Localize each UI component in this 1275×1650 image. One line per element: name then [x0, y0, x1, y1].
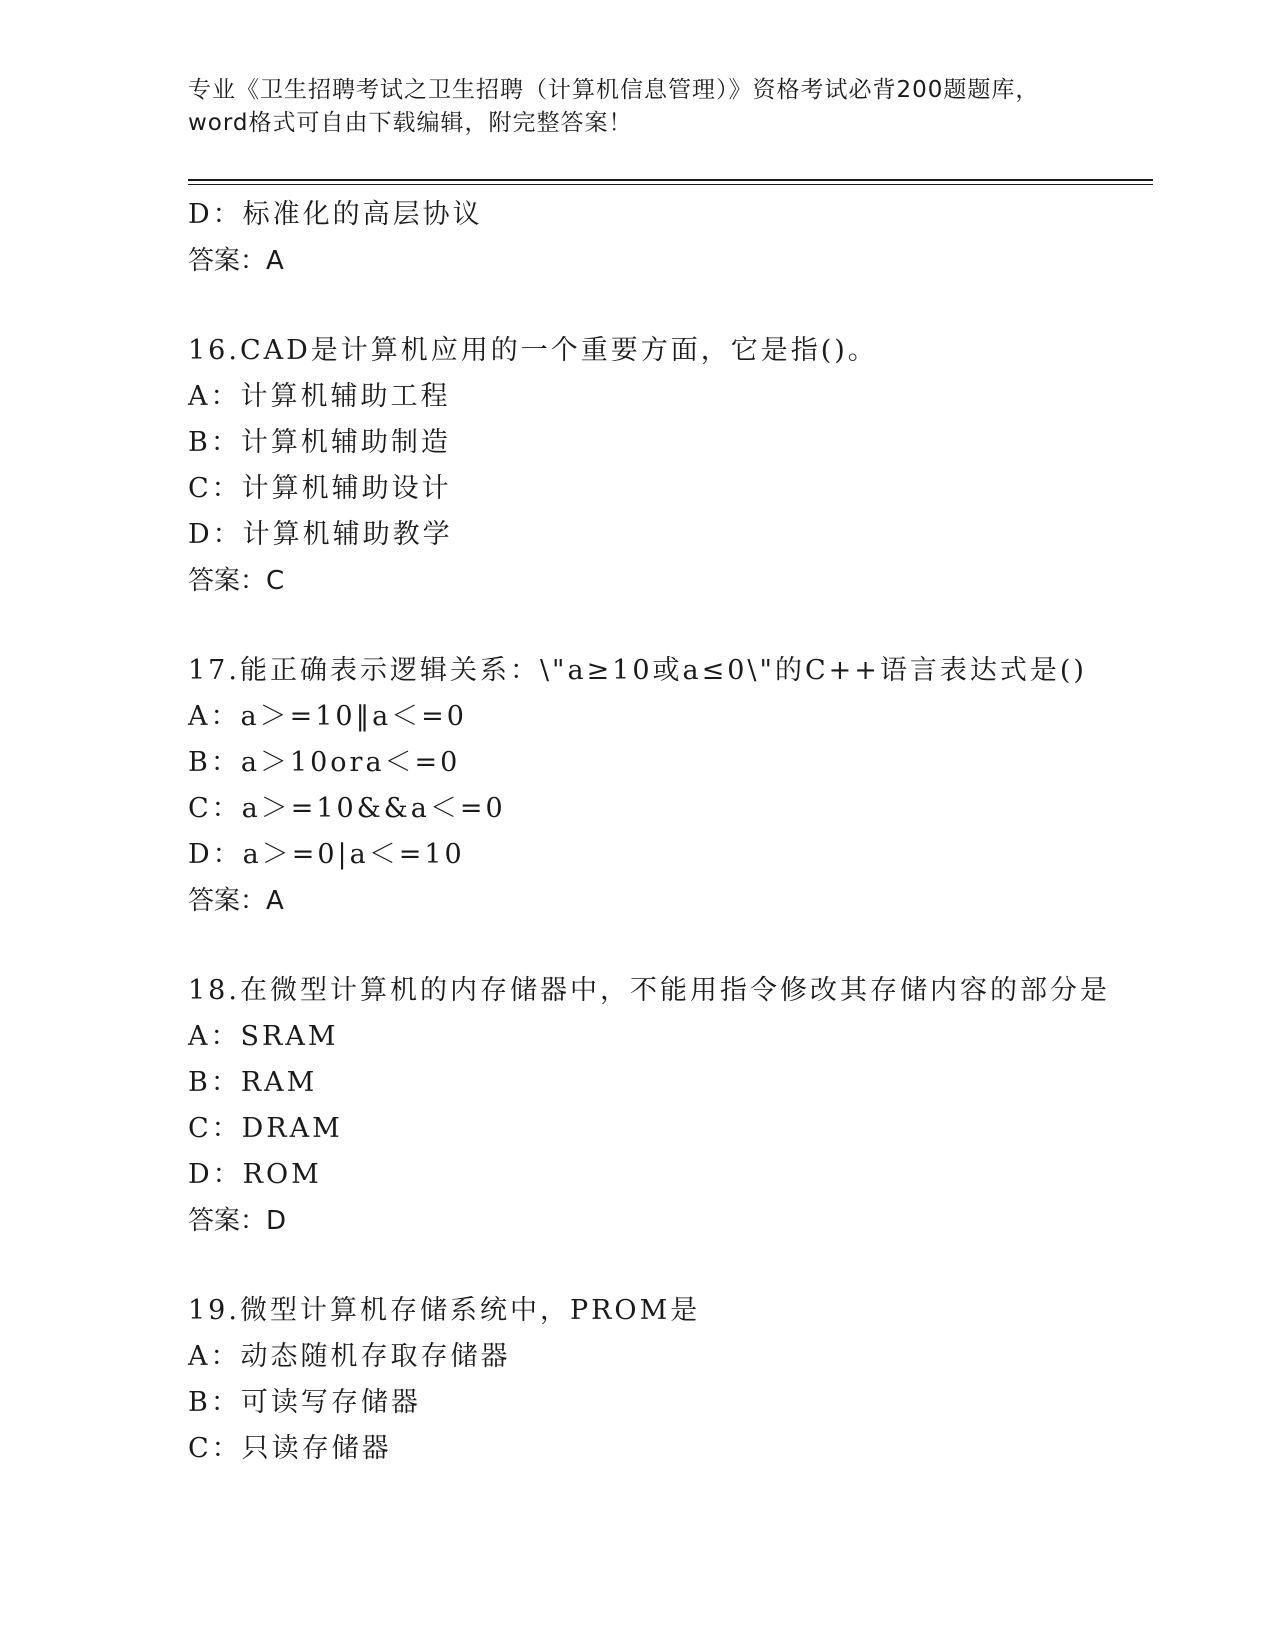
- spacer: [188, 1244, 1148, 1288]
- option-c: C：DRAM: [188, 1113, 343, 1144]
- header-line-1: 专业《卫生招聘考试之卫生招聘（计算机信息管理）》资格考试必背200题题库，: [188, 77, 1040, 103]
- option-a: A：a＞=10‖a＜=0: [188, 701, 467, 732]
- answer: 答案：A: [188, 886, 284, 916]
- question-stem: 19.微型计算机存储系统中，PROM是: [188, 1295, 701, 1326]
- question-17: [188, 648, 1148, 924]
- answer: 答案：C: [188, 566, 285, 596]
- carryover-answer: 答案：A: [188, 246, 284, 276]
- option-d: D：ROM: [188, 1159, 322, 1190]
- option-b: B：可读写存储器: [188, 1387, 421, 1418]
- question-stem: 16.CAD是计算机应用的一个重要方面，它是指()。: [188, 335, 878, 366]
- question-16: [188, 328, 1148, 604]
- question-list: [188, 192, 1148, 1472]
- header-divider: [188, 179, 1153, 185]
- option-a: A：SRAM: [188, 1021, 339, 1052]
- spacer: [188, 924, 1148, 968]
- answer: 答案：D: [188, 1206, 287, 1236]
- question-19: [188, 1288, 1148, 1472]
- option-d: D：a＞=0|a＜=10: [188, 839, 465, 870]
- option-c: C：只读存储器: [188, 1433, 392, 1464]
- spacer: [188, 284, 1148, 328]
- option-b: B：a＞10ora＜=0: [188, 747, 461, 778]
- option-b: B：计算机辅助制造: [188, 427, 451, 458]
- carryover-option-d: D：标准化的高层协议: [188, 199, 483, 230]
- document-header: [188, 74, 1088, 140]
- option-a: A：动态随机存取存储器: [188, 1341, 511, 1372]
- spacer: [188, 604, 1148, 648]
- option-d: D：计算机辅助教学: [188, 519, 453, 550]
- option-a: A：计算机辅助工程: [188, 381, 451, 412]
- question-stem: 17.能正确表示逻辑关系：\"a≥10或a≤0\"的C++语言表达式是(): [188, 655, 1087, 686]
- question-18: [188, 968, 1148, 1244]
- question-stem: 18.在微型计算机的内存储器中，不能用指令修改其存储内容的部分是: [188, 975, 1110, 1006]
- option-c: C：计算机辅助设计: [188, 473, 452, 504]
- option-c: C：a＞=10&&a＜=0: [188, 793, 506, 824]
- header-line-2: word格式可自由下载编辑，附完整答案！: [188, 110, 633, 136]
- option-b: B：RAM: [188, 1067, 318, 1098]
